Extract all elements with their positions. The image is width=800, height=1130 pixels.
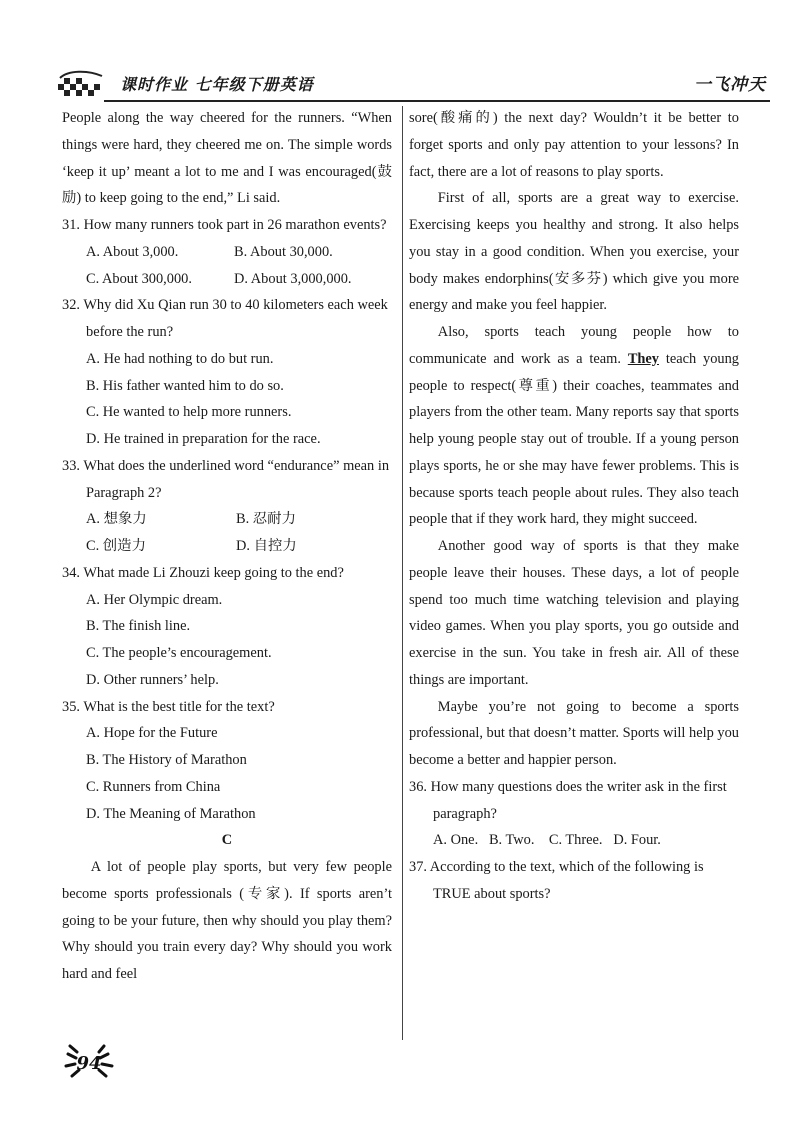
question-34 bbox=[62, 560, 392, 694]
paragraph-text: teach young people to respect(尊重) their coaches, teammates and players from the other team. Many reports say that sports help young people stay out of trouble. If a young person plays sports, he or she may have fewer problems. This is because sports teach people about rules. They also teach people that if they work hard, they might succeed. bbox=[409, 350, 739, 528]
option-b: B. The History of Marathon bbox=[86, 752, 247, 768]
underlined-word: They bbox=[627, 350, 659, 367]
option-b: B. About 30,000. bbox=[234, 243, 333, 260]
passage-b-ending: People along the way cheered for the runners. “When things were hard, they cheered me on. The simple words ‘keep it up’ meant a lot to me and I was encouraged(鼓励) to keep going to the end,” Li said. bbox=[62, 110, 392, 207]
option-b: B. The finish line. bbox=[86, 618, 191, 635]
question-33 bbox=[62, 453, 392, 560]
question-32 bbox=[62, 292, 392, 453]
passage-c-paragraph-3 bbox=[409, 319, 739, 533]
option-row: A. One. B. Two. C. Three. D. Four. bbox=[433, 832, 661, 849]
question-stem: 36. How many questions does the writer ask in the first paragraph? bbox=[409, 778, 727, 822]
right-column bbox=[409, 105, 739, 908]
passage-c-paragraph-5: Maybe you’re not going to become a sports professional, but that doesn’t matter. Sports will help you become a better and happier person. bbox=[409, 698, 739, 768]
header-rule bbox=[104, 100, 770, 102]
passage-c-paragraph-2: First of all, sports are a great way to exercise. Exercising keeps you healthy and strong. It also helps you stay in a good condition. When you exercise, your body makes endorphins(安多芬) which give you more energy and make you feel happier. bbox=[409, 190, 739, 314]
option-b: B. His father wanted him to do so. bbox=[86, 377, 284, 394]
column-divider bbox=[402, 106, 403, 1040]
option-row bbox=[62, 239, 392, 266]
option-a: A. About 3,000. bbox=[86, 243, 179, 260]
option-b: B. 忍耐力 bbox=[236, 511, 296, 528]
question-36 bbox=[409, 774, 739, 854]
option-row bbox=[62, 506, 392, 533]
question-stem: 32. Why did Xu Qian run 30 to 40 kilometers each week before the run? bbox=[62, 297, 388, 340]
option-a: A. 想象力 bbox=[86, 511, 147, 528]
passage-c-paragraph-1: A lot of people play sports, but very few people become sports professionals (专家). If sports aren’t going to be your future, then why should you play them? Why should you train every day? Why should you work hard and feel bbox=[62, 859, 392, 982]
option-d: D. 自控力 bbox=[236, 538, 297, 554]
page-number-text: 94 bbox=[76, 1053, 102, 1074]
question-37 bbox=[409, 854, 739, 908]
question-35 bbox=[62, 694, 392, 828]
option-c: C. 创造力 bbox=[86, 538, 146, 554]
option-a: A. He had nothing to do but run. bbox=[86, 350, 274, 367]
option-row bbox=[62, 533, 392, 560]
question-stem: 31. How many runners took part in 26 marathon events? bbox=[62, 217, 387, 233]
option-d: D. The Meaning of Marathon bbox=[86, 805, 256, 822]
question-31 bbox=[62, 212, 392, 292]
option-c: C. Runners from China bbox=[86, 778, 221, 795]
page-header bbox=[58, 64, 770, 104]
option-d: D. He trained in preparation for the race. bbox=[86, 431, 321, 447]
question-stem bbox=[62, 453, 392, 507]
left-column bbox=[62, 105, 392, 988]
stem-part: 33. What does the underlined word “ bbox=[62, 457, 274, 474]
paragraph-text: Also, sports teach young people how to communicate and work as a team. bbox=[409, 324, 739, 367]
checkered-logo-icon bbox=[58, 70, 104, 98]
option-c: C. He wanted to help more runners. bbox=[86, 404, 292, 421]
option-c: C. About 300,000. bbox=[86, 270, 192, 287]
header-brand: 一飞冲天 bbox=[694, 75, 766, 95]
header-title: 课时作业 七年级下册英语 bbox=[120, 75, 314, 94]
option-row bbox=[62, 266, 392, 293]
option-a: A. Hope for the Future bbox=[86, 725, 218, 742]
passage-c-paragraph-1-cont: sore(酸痛的) the next day? Wouldn’t it be better to forget sports and only pay attention to your lessons? In fact, there are a lot of reasons to play sports. bbox=[409, 110, 739, 180]
page-number bbox=[62, 1040, 122, 1084]
question-stem: 34. What made Li Zhouzi keep going to the end? bbox=[62, 564, 344, 581]
stem-part: ” mean in Paragraph 2? bbox=[86, 457, 390, 501]
passage-c-paragraph-4: Another good way of sports is that they make people leave their houses. These days, a lot of people spend too much time watching television and playing video games. When you play sports, you go outside and exercise in the sun. You take in fresh air. All of these things are important. bbox=[409, 538, 739, 688]
option-a: A. Her Olympic dream. bbox=[86, 591, 223, 608]
question-stem: 37. According to the text, which of the following is TRUE about sports? bbox=[409, 859, 704, 902]
option-d: D. Other runners’ help. bbox=[86, 671, 219, 688]
option-d: D. About 3,000,000. bbox=[234, 270, 352, 287]
option-c: C. The people’s encouragement. bbox=[86, 645, 272, 661]
question-stem: 35. What is the best title for the text? bbox=[62, 698, 275, 715]
section-heading-c: C bbox=[221, 832, 233, 849]
stem-word: endurance bbox=[273, 457, 334, 474]
